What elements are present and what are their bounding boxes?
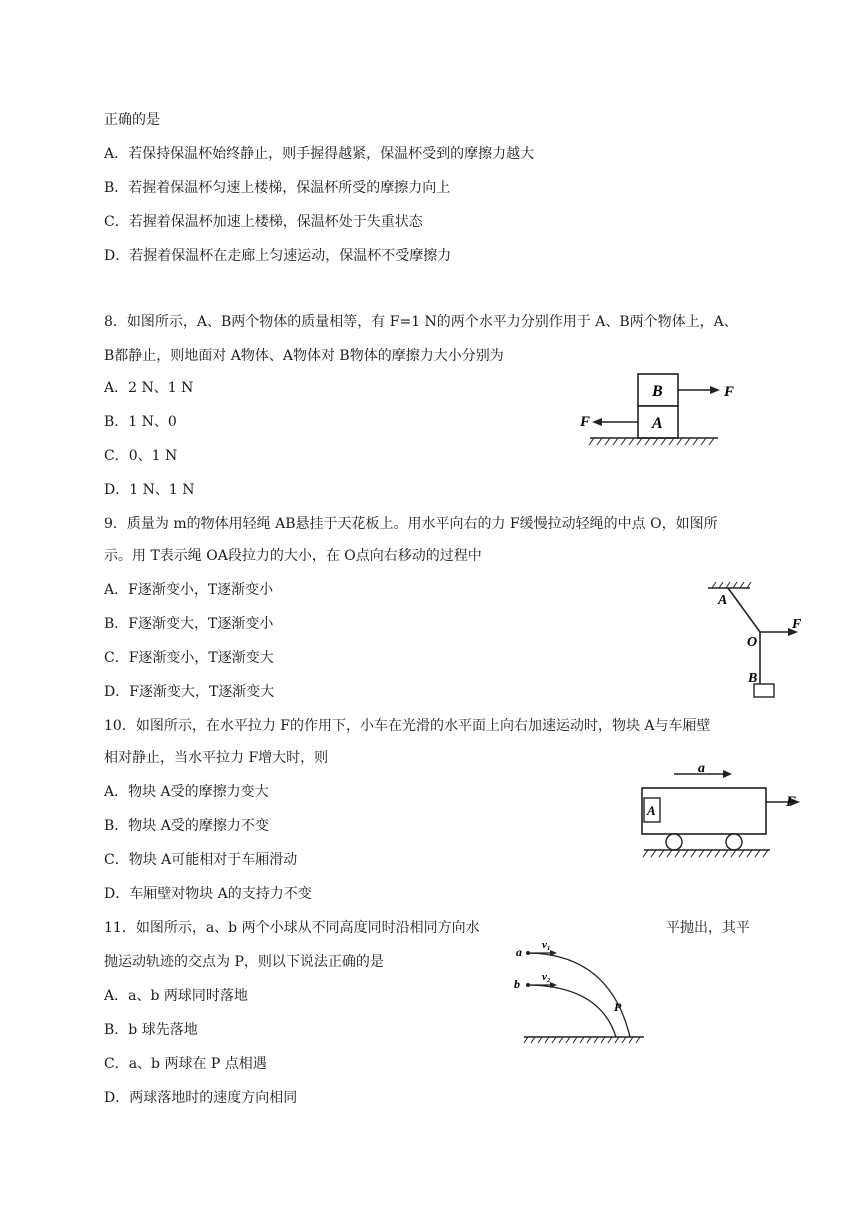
q9-stem-line2: 示。用 T表示绳 OA段拉力的大小，在 O点向右移动的过程中 [104, 548, 482, 564]
block-a-label: A [652, 415, 663, 432]
accel-label: a [698, 761, 705, 776]
q9-figure [700, 580, 812, 700]
label-o: O [747, 635, 758, 650]
q8-option-c: C．0、1 N [104, 448, 178, 464]
wheel-left [666, 834, 682, 850]
point-p-label: P [614, 1000, 622, 1014]
q10-option-b: B．物块 A受的摩擦力不变 [104, 818, 269, 834]
label-f: F [792, 617, 802, 632]
q7-option-b: B．若握着保温杯匀速上楼梯，保温杯所受的摩擦力向上 [104, 180, 451, 196]
q10-stem-line1: 10．如图所示，在水平拉力 F的作用下，小车在光滑的水平面上向右加速运动时，物块 A与车厢壁 [104, 718, 711, 734]
q9-option-b: B．F逐渐变大，T逐渐变小 [104, 616, 274, 632]
q9-stem-line1: 9．质量为 m的物体用轻绳 AB悬挂于天花板上。用水平向右的力 F缓慢拉动轻绳的中点 O，如图所 [104, 516, 718, 532]
q9-option-a: A．F逐渐变小，T逐渐变小 [104, 582, 274, 598]
q11-stem-line1-right: 平抛出，其平 [666, 920, 750, 936]
v2-label: v₂ [542, 971, 551, 983]
q10-option-d: D．车厢壁对物块 A的支持力不变 [104, 886, 312, 902]
wheel-right [726, 834, 742, 850]
q11-stem-line1-left: 11．如图所示，a、b 两个小球从不同高度同时沿相同方向水 [104, 920, 480, 936]
q7-option-d: D．若握着保温杯在走廊上匀速运动，保温杯不受摩擦力 [104, 248, 452, 264]
force-right-label: F [724, 384, 735, 400]
rope-oa [728, 588, 760, 632]
q11-option-c: C．a、b 两球在 P 点相遇 [104, 1056, 267, 1072]
force-f-label: F [786, 794, 797, 810]
q9-option-c: C．F逐渐变小，T逐渐变大 [104, 650, 274, 666]
q8-figure [570, 368, 735, 452]
trajectory-b [528, 985, 616, 1037]
ball-a-label: a [516, 945, 522, 959]
q11-option-d: D．两球落地时的速度方向相同 [104, 1090, 298, 1106]
q10-option-c: C．物块 A可能相对于车厢滑动 [104, 852, 298, 868]
q7-option-a: A．若保持保温杯始终静止，则手握得越紧，保温杯受到的摩擦力越大 [104, 146, 535, 162]
q11-option-b: B．b 球先落地 [104, 1022, 198, 1038]
q8-option-d: D．1 N、1 N [104, 482, 195, 498]
q11-figure [510, 936, 650, 1046]
q8-option-b: B．1 N、0 [104, 414, 177, 430]
block-a-label: A [647, 803, 656, 818]
q9-option-d: D．F逐渐变大，T逐渐变大 [104, 684, 275, 700]
v1-label: v₁ [542, 939, 551, 951]
q10-stem-line2: 相对静止，当水平拉力 F增大时，则 [104, 750, 329, 766]
label-a: A [718, 593, 728, 608]
q10-option-a: A．物块 A受的摩擦力变大 [104, 784, 269, 800]
label-b: B [748, 671, 758, 686]
q8-option-a: A．2 N、1 N [104, 380, 194, 396]
ball-b-label: b [514, 977, 520, 991]
q11-stem-line2: 抛运动轨迹的交点为 P，则以下说法正确的是 [104, 954, 384, 970]
block-b-label: B [652, 383, 663, 400]
force-left-label: F [580, 414, 591, 430]
q8-stem-line1: 8．如图所示，A、B两个物体的质量相等，有 F=1 N的两个水平力分别作用于 A、B两个物体上，A、 [104, 314, 738, 330]
q8-stem-line2: B都静止，则地面对 A物体、A物体对 B物体的摩擦力大小分别为 [104, 348, 504, 364]
q7-stem-tail: 正确的是 [104, 112, 160, 128]
q10-figure [636, 760, 808, 860]
q11-option-a: A．a、b 两球同时落地 [104, 988, 248, 1004]
q7-option-c: C．若握着保温杯加速上楼梯，保温杯处于失重状态 [104, 214, 423, 230]
